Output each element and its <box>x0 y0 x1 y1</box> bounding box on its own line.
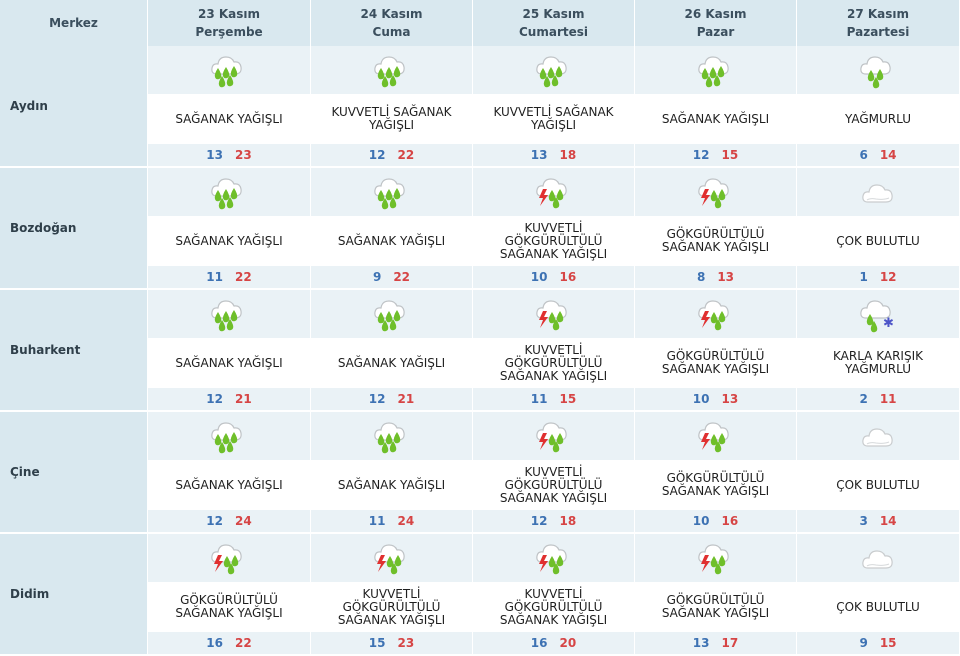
corner-header <box>0 0 148 46</box>
max-temp: 15 <box>721 148 739 162</box>
min-temp: 1 <box>859 270 868 284</box>
city-name[interactable] <box>0 168 148 290</box>
max-temp: 16 <box>721 514 739 528</box>
weather-description: SAĞANAK YAĞIŞLI <box>635 94 796 144</box>
min-temp: 12 <box>206 514 223 528</box>
min-temp: 3 <box>859 514 868 528</box>
min-temp: 10 <box>530 270 548 284</box>
day-header <box>635 0 797 46</box>
weather-icon-area <box>148 168 310 216</box>
day-weekday: Pazartesi <box>846 25 910 39</box>
min-temp: 12 <box>368 148 386 162</box>
forecast-cell <box>473 290 635 412</box>
temperature-range <box>148 388 310 410</box>
forecast-cell <box>635 290 797 412</box>
max-temp: 13 <box>721 392 739 406</box>
max-temp: 23 <box>235 148 252 162</box>
min-temp: 13 <box>206 148 223 162</box>
corner-label: Merkez <box>49 16 98 30</box>
weather-icon-area <box>311 534 472 582</box>
max-temp: 12 <box>879 270 897 284</box>
day-header <box>473 0 635 46</box>
heavy-rain-icon <box>696 50 736 90</box>
temperature-range <box>311 510 472 532</box>
sleet-icon <box>858 294 898 334</box>
day-date: 26 Kasım <box>684 7 747 21</box>
day-weekday: Perşembe <box>195 25 263 39</box>
weather-icon-area <box>635 412 796 460</box>
thunderstorm-rain-icon <box>534 538 574 578</box>
max-temp: 15 <box>559 392 577 406</box>
min-temp: 10 <box>692 514 710 528</box>
forecast-cell <box>311 168 473 290</box>
max-temp: 11 <box>879 392 897 406</box>
temperature-range <box>311 632 472 654</box>
weather-description: ÇOK BULUTLU <box>797 460 959 510</box>
city-name[interactable] <box>0 290 148 412</box>
weather-icon-area <box>473 412 634 460</box>
max-temp: 20 <box>559 636 577 650</box>
temperature-range <box>473 388 634 410</box>
max-temp: 22 <box>235 270 252 284</box>
temperature-range <box>311 266 472 288</box>
day-date: 27 Kasım <box>846 7 910 21</box>
temperature-range <box>311 388 472 410</box>
forecast-cell <box>311 412 473 534</box>
max-temp: 22 <box>235 636 252 650</box>
temperature-range <box>311 144 472 166</box>
max-temp: 14 <box>879 148 897 162</box>
weather-description: KUVVETLİ GÖKGÜRÜLTÜLÜ SAĞANAK YAĞIŞLI <box>473 460 634 510</box>
thunderstorm-rain-icon <box>209 538 249 578</box>
forecast-cell <box>148 290 311 412</box>
weather-icon-area <box>473 290 634 338</box>
heavy-rain-icon <box>372 172 412 212</box>
min-temp: 16 <box>530 636 548 650</box>
min-temp: 9 <box>859 636 868 650</box>
weather-description: KUVVETLİ GÖKGÜRÜLTÜLÜ SAĞANAK YAĞIŞLI <box>473 582 634 632</box>
forecast-cell <box>148 46 311 168</box>
min-temp: 15 <box>368 636 386 650</box>
city-name[interactable] <box>0 46 148 168</box>
day-weekday: Pazar <box>696 25 735 39</box>
weather-description: SAĞANAK YAĞIŞLI <box>148 338 310 388</box>
weather-description: ÇOK BULUTLU <box>797 582 959 632</box>
min-temp: 13 <box>692 636 710 650</box>
cloudy-icon <box>858 172 898 212</box>
weather-icon-area <box>148 534 310 582</box>
rain-icon <box>858 50 898 90</box>
min-temp: 6 <box>859 148 868 162</box>
max-temp: 21 <box>397 392 415 406</box>
forecast-cell <box>797 412 960 534</box>
day-header <box>311 0 473 46</box>
city-label: Çine <box>10 465 40 479</box>
weather-description: GÖKGÜRÜLTÜLÜ SAĞANAK YAĞIŞLI <box>635 460 796 510</box>
thunderstorm-rain-icon <box>534 172 574 212</box>
cloudy-icon <box>858 538 898 578</box>
thunderstorm-rain-icon <box>534 294 574 334</box>
city-label: Aydın <box>10 99 48 113</box>
heavy-rain-icon <box>372 50 412 90</box>
max-temp: 14 <box>879 514 897 528</box>
temperature-range <box>635 144 796 166</box>
thunderstorm-rain-icon <box>696 416 736 456</box>
max-temp: 18 <box>559 148 577 162</box>
weather-description: SAĞANAK YAĞIŞLI <box>311 338 472 388</box>
day-weekday: Cumartesi <box>519 25 588 39</box>
cloudy-icon <box>858 416 898 456</box>
weather-description: KUVVETLİ GÖKGÜRÜLTÜLÜ SAĞANAK YAĞIŞLI <box>311 582 472 632</box>
heavy-rain-icon <box>209 416 249 456</box>
max-temp: 15 <box>879 636 897 650</box>
min-temp: 16 <box>206 636 223 650</box>
forecast-cell <box>311 46 473 168</box>
min-temp: 13 <box>530 148 548 162</box>
forecast-cell <box>311 534 473 656</box>
weather-description: GÖKGÜRÜLTÜLÜ SAĞANAK YAĞIŞLI <box>635 216 796 266</box>
temperature-range <box>635 632 796 654</box>
forecast-cell <box>148 412 311 534</box>
weather-icon-area <box>148 46 310 94</box>
heavy-rain-icon <box>372 416 412 456</box>
heavy-rain-icon <box>534 50 574 90</box>
min-temp: 11 <box>530 392 548 406</box>
weather-description: SAĞANAK YAĞIŞLI <box>148 94 310 144</box>
thunderstorm-rain-icon <box>696 172 736 212</box>
temperature-range <box>148 144 310 166</box>
forecast-cell <box>635 168 797 290</box>
thunderstorm-rain-icon <box>696 538 736 578</box>
temperature-range <box>797 266 959 288</box>
svg-text:✱: ✱ <box>883 316 894 331</box>
temperature-range <box>635 266 796 288</box>
heavy-rain-icon <box>209 172 249 212</box>
forecast-cell <box>635 46 797 168</box>
weather-icon-area <box>311 168 472 216</box>
weather-description: ÇOK BULUTLU <box>797 216 959 266</box>
day-header <box>148 0 311 46</box>
thunderstorm-rain-icon <box>372 538 412 578</box>
weather-icon-area <box>473 534 634 582</box>
weather-description: KUVVETLİ GÖKGÜRÜLTÜLÜ SAĞANAK YAĞIŞLI <box>473 338 634 388</box>
weather-description: GÖKGÜRÜLTÜLÜ SAĞANAK YAĞIŞLI <box>635 582 796 632</box>
weather-description: SAĞANAK YAĞIŞLI <box>311 216 472 266</box>
thunderstorm-rain-icon <box>696 294 736 334</box>
max-temp: 21 <box>235 392 252 406</box>
max-temp: 18 <box>559 514 577 528</box>
weather-description: KUVVETLİ GÖKGÜRÜLTÜLÜ SAĞANAK YAĞIŞLI <box>473 216 634 266</box>
weather-icon-area <box>797 534 959 582</box>
max-temp: 17 <box>721 636 739 650</box>
forecast-cell <box>797 290 960 412</box>
temperature-range <box>473 510 634 532</box>
weather-description: YAĞMURLU <box>797 94 959 144</box>
weather-icon-area <box>311 46 472 94</box>
min-temp: 11 <box>368 514 386 528</box>
weather-description: GÖKGÜRÜLTÜLÜ SAĞANAK YAĞIŞLI <box>635 338 796 388</box>
forecast-cell <box>797 46 960 168</box>
min-temp: 9 <box>372 270 382 284</box>
weather-icon-area <box>635 46 796 94</box>
temperature-range <box>473 632 634 654</box>
weather-icon-area <box>148 290 310 338</box>
min-temp: 2 <box>859 392 868 406</box>
weather-icon-area <box>311 412 472 460</box>
day-date: 24 Kasım <box>360 7 423 21</box>
weather-icon-area <box>635 534 796 582</box>
weather-icon-area <box>148 412 310 460</box>
weather-icon-area <box>797 46 959 94</box>
temperature-range <box>473 144 634 166</box>
forecast-cell <box>473 412 635 534</box>
forecast-cell <box>473 46 635 168</box>
day-date: 25 Kasım <box>522 7 585 21</box>
weather-icon-area <box>311 290 472 338</box>
weather-description: KARLA KARIŞIK YAĞMURLU <box>797 338 959 388</box>
forecast-cell <box>148 168 311 290</box>
weather-icon-area <box>797 412 959 460</box>
temperature-range <box>797 510 959 532</box>
day-date: 23 Kasım <box>197 7 261 21</box>
min-temp: 11 <box>206 270 223 284</box>
temperature-range <box>635 388 796 410</box>
weather-icon-area <box>473 168 634 216</box>
temperature-range <box>148 510 310 532</box>
city-label: Didim <box>10 587 50 601</box>
weather-icon-area <box>635 290 796 338</box>
max-temp: 16 <box>559 270 577 284</box>
city-label: Bozdoğan <box>10 221 77 235</box>
temperature-range <box>635 510 796 532</box>
weather-icon-area <box>635 168 796 216</box>
forecast-cell <box>635 534 797 656</box>
min-temp: 10 <box>692 392 710 406</box>
weather-icon-area <box>473 46 634 94</box>
city-name[interactable] <box>0 412 148 534</box>
day-header <box>797 0 960 46</box>
city-label: Buharkent <box>10 343 81 357</box>
forecast-cell <box>797 168 960 290</box>
forecast-cell <box>148 534 311 656</box>
max-temp: 24 <box>397 514 415 528</box>
weather-description: GÖKGÜRÜLTÜLÜ SAĞANAK YAĞIŞLI <box>148 582 310 632</box>
max-temp: 23 <box>397 636 415 650</box>
min-temp: 12 <box>368 392 386 406</box>
forecast-cell <box>635 412 797 534</box>
day-weekday: Cuma <box>372 25 411 39</box>
thunderstorm-rain-icon <box>534 416 574 456</box>
forecast-cell <box>473 534 635 656</box>
max-temp: 22 <box>397 148 415 162</box>
weather-icon-area <box>797 168 959 216</box>
weather-description: SAĞANAK YAĞIŞLI <box>148 216 310 266</box>
max-temp: 13 <box>717 270 735 284</box>
min-temp: 12 <box>206 392 223 406</box>
temperature-range <box>148 266 310 288</box>
max-temp: 22 <box>393 270 411 284</box>
weather-description: KUVVETLİ SAĞANAK YAĞIŞLI <box>311 94 472 144</box>
heavy-rain-icon <box>372 294 412 334</box>
min-temp: 12 <box>530 514 548 528</box>
weather-description: SAĞANAK YAĞIŞLI <box>148 460 310 510</box>
min-temp: 12 <box>692 148 710 162</box>
weather-description: KUVVETLİ SAĞANAK YAĞIŞLI <box>473 94 634 144</box>
temperature-range <box>148 632 310 654</box>
max-temp: 24 <box>235 514 252 528</box>
forecast-cell <box>311 290 473 412</box>
temperature-range <box>797 388 959 410</box>
forecast-cell <box>473 168 635 290</box>
temperature-range <box>797 144 959 166</box>
min-temp: 8 <box>696 270 706 284</box>
heavy-rain-icon <box>209 50 249 90</box>
weather-icon-area <box>797 290 959 338</box>
forecast-cell <box>797 534 960 656</box>
heavy-rain-icon <box>209 294 249 334</box>
city-name[interactable] <box>0 534 148 656</box>
weather-description: SAĞANAK YAĞIŞLI <box>311 460 472 510</box>
temperature-range <box>797 632 959 654</box>
temperature-range <box>473 266 634 288</box>
